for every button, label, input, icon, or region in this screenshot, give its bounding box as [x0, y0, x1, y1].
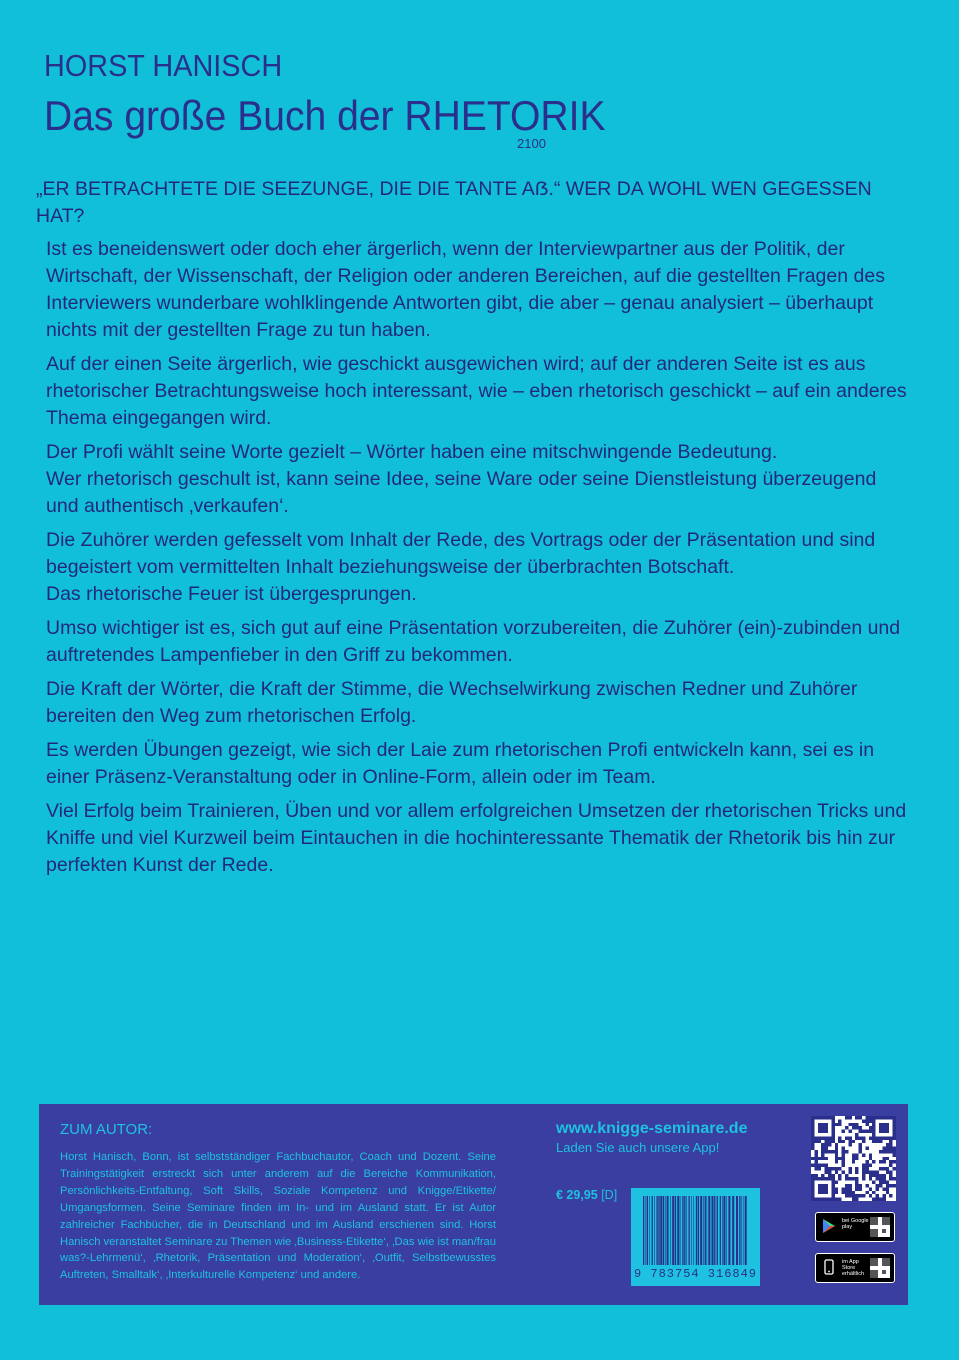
barcode-bars	[643, 1196, 748, 1265]
bio-heading: ZUM AUTOR:	[60, 1121, 153, 1138]
blurb-paragraph: Die Kraft der Wörter, die Kraft der Stimme, die Wechselwirkung zwischen Redner und Zuhörer bereiten den Weg zum rhetorischen Erfolg.	[46, 678, 858, 727]
play-icon	[821, 1218, 837, 1234]
price-value: € 29,95	[556, 1188, 598, 1202]
cover-number: 2100	[517, 136, 546, 151]
price	[556, 1188, 617, 1202]
blurb-paragraph: Ist es beneidenswert oder doch eher ärgerlich, wenn der Interviewpartner aus der Politik, der Wirtschaft, der Wissenschaft, der Religion oder anderen Bereichen, auf die gestellten Fragen des Interviewers wunderbare wohlklingende Antworten gibt, die aber – genau analysiert – überhaupt nichts mit der gestellten Frage zu tun haben.	[46, 238, 885, 341]
price-region: [D]	[601, 1188, 618, 1202]
google-play-badge[interactable]	[815, 1212, 895, 1242]
google-play-text: bei Google play	[842, 1218, 869, 1230]
blurb-paragraph: Die Zuhörer werden gefesselt vom Inhalt der Rede, des Vortrags oder der Präsentation und sind begeistert vom vermittelten Inhalt beziehungsweise der überbrachten Botschaft. Das rhetorische Feuer ist übergesprungen.	[46, 529, 876, 605]
barcode	[631, 1188, 760, 1286]
cover-author: HORST HANISCH	[44, 48, 283, 83]
mini-qr-icon	[870, 1258, 890, 1278]
website-link[interactable]: www.knigge-seminare.de	[556, 1120, 748, 1137]
isbn: 9 783754 316849	[633, 1267, 758, 1281]
blurb-lead: „ER BETRACHTETE DIE SEEZUNGE, DIE DIE TANTE Aẞ.“ WER DA WOHL WEN GEGESSEN HAT?	[36, 178, 872, 227]
blurb	[36, 176, 914, 886]
blurb-paragraph: Umso wichtiger ist es, sich gut auf eine Präsentation vorzubereiten, die Zuhörer (ein)-zubinden und auftretendes Lampenfieber in den Griff zu bekommen.	[46, 617, 901, 666]
qr-code-icon[interactable]	[811, 1116, 896, 1201]
blurb-paragraph: Es werden Übungen gezeigt, wie sich der Laie zum rhetorischen Profi entwickeln kann, sei es in einer Präsenz-Veranstaltung oder in Online-Form, allein oder im Team.	[46, 739, 875, 788]
blurb-paragraph: Der Profi wählt seine Worte gezielt – Wörter haben eine mitschwingende Bedeutung. Wer rhetorisch geschult ist, kann seine Idee, seine Ware oder seine Dienstleistung überzeugend und authentisch ‚verkaufen‘.	[46, 441, 877, 517]
phone-icon	[821, 1259, 837, 1275]
blurb-paragraph: Viel Erfolg beim Trainieren, Üben und vor allem erfolgreichen Umsetzen der rhetorischen Tricks und Kniffe und viel Kurzweil beim Eintauchen in die hochinteressante Thematik der Rhetorik bis hin zur perfekten Kunst der Rede.	[46, 800, 907, 876]
app-store-text: im App Store erhältlich	[842, 1259, 865, 1277]
cover-title: Das große Buch der RHETORIK	[44, 92, 606, 139]
app-store-badge[interactable]	[815, 1253, 895, 1283]
blurb-paragraph: Auf der einen Seite ärgerlich, wie geschickt ausgewichen wird; auf der anderen Seite ist es aus rhetorischer Betrachtungsweise hoch interessant, wie – eben rhetorisch geschickt – auf ein anderes Thema eingegangen wird.	[46, 353, 907, 429]
app-line: Laden Sie auch unsere App!	[556, 1140, 720, 1155]
mini-qr-icon	[870, 1217, 890, 1237]
bio-text: Horst Hanisch, Bonn, ist selbstständiger Fachbuchautor, Coach und Dozent. Seine Trainingstätigkeit erstreckt sich unter anderem auf die Bereiche Kommunikation, Persönlichkeits-Entfaltung, Soft Skills, Soziale Kompetenz und Knigge/Etikette/ Umgangsformen. Seine Seminare finden im In- und im Ausland statt. Er ist Autor zahlreicher Fachbücher, die in Deutschland und im Ausland erschienen sind. Horst Hanisch veranstaltet Seminare zu Themen wie ‚Business-Etikette‘, ‚Das wie ist man/frau was?-Lehrmenü‘, ‚Rhetorik, Präsentation und Moderation‘, ‚Outfit, Selbstbewusstes Auftreten, Smalltalk‘, ‚Interkulturelle Kompetenz‘ und andere.	[60, 1151, 496, 1282]
author-panel	[39, 1104, 908, 1305]
